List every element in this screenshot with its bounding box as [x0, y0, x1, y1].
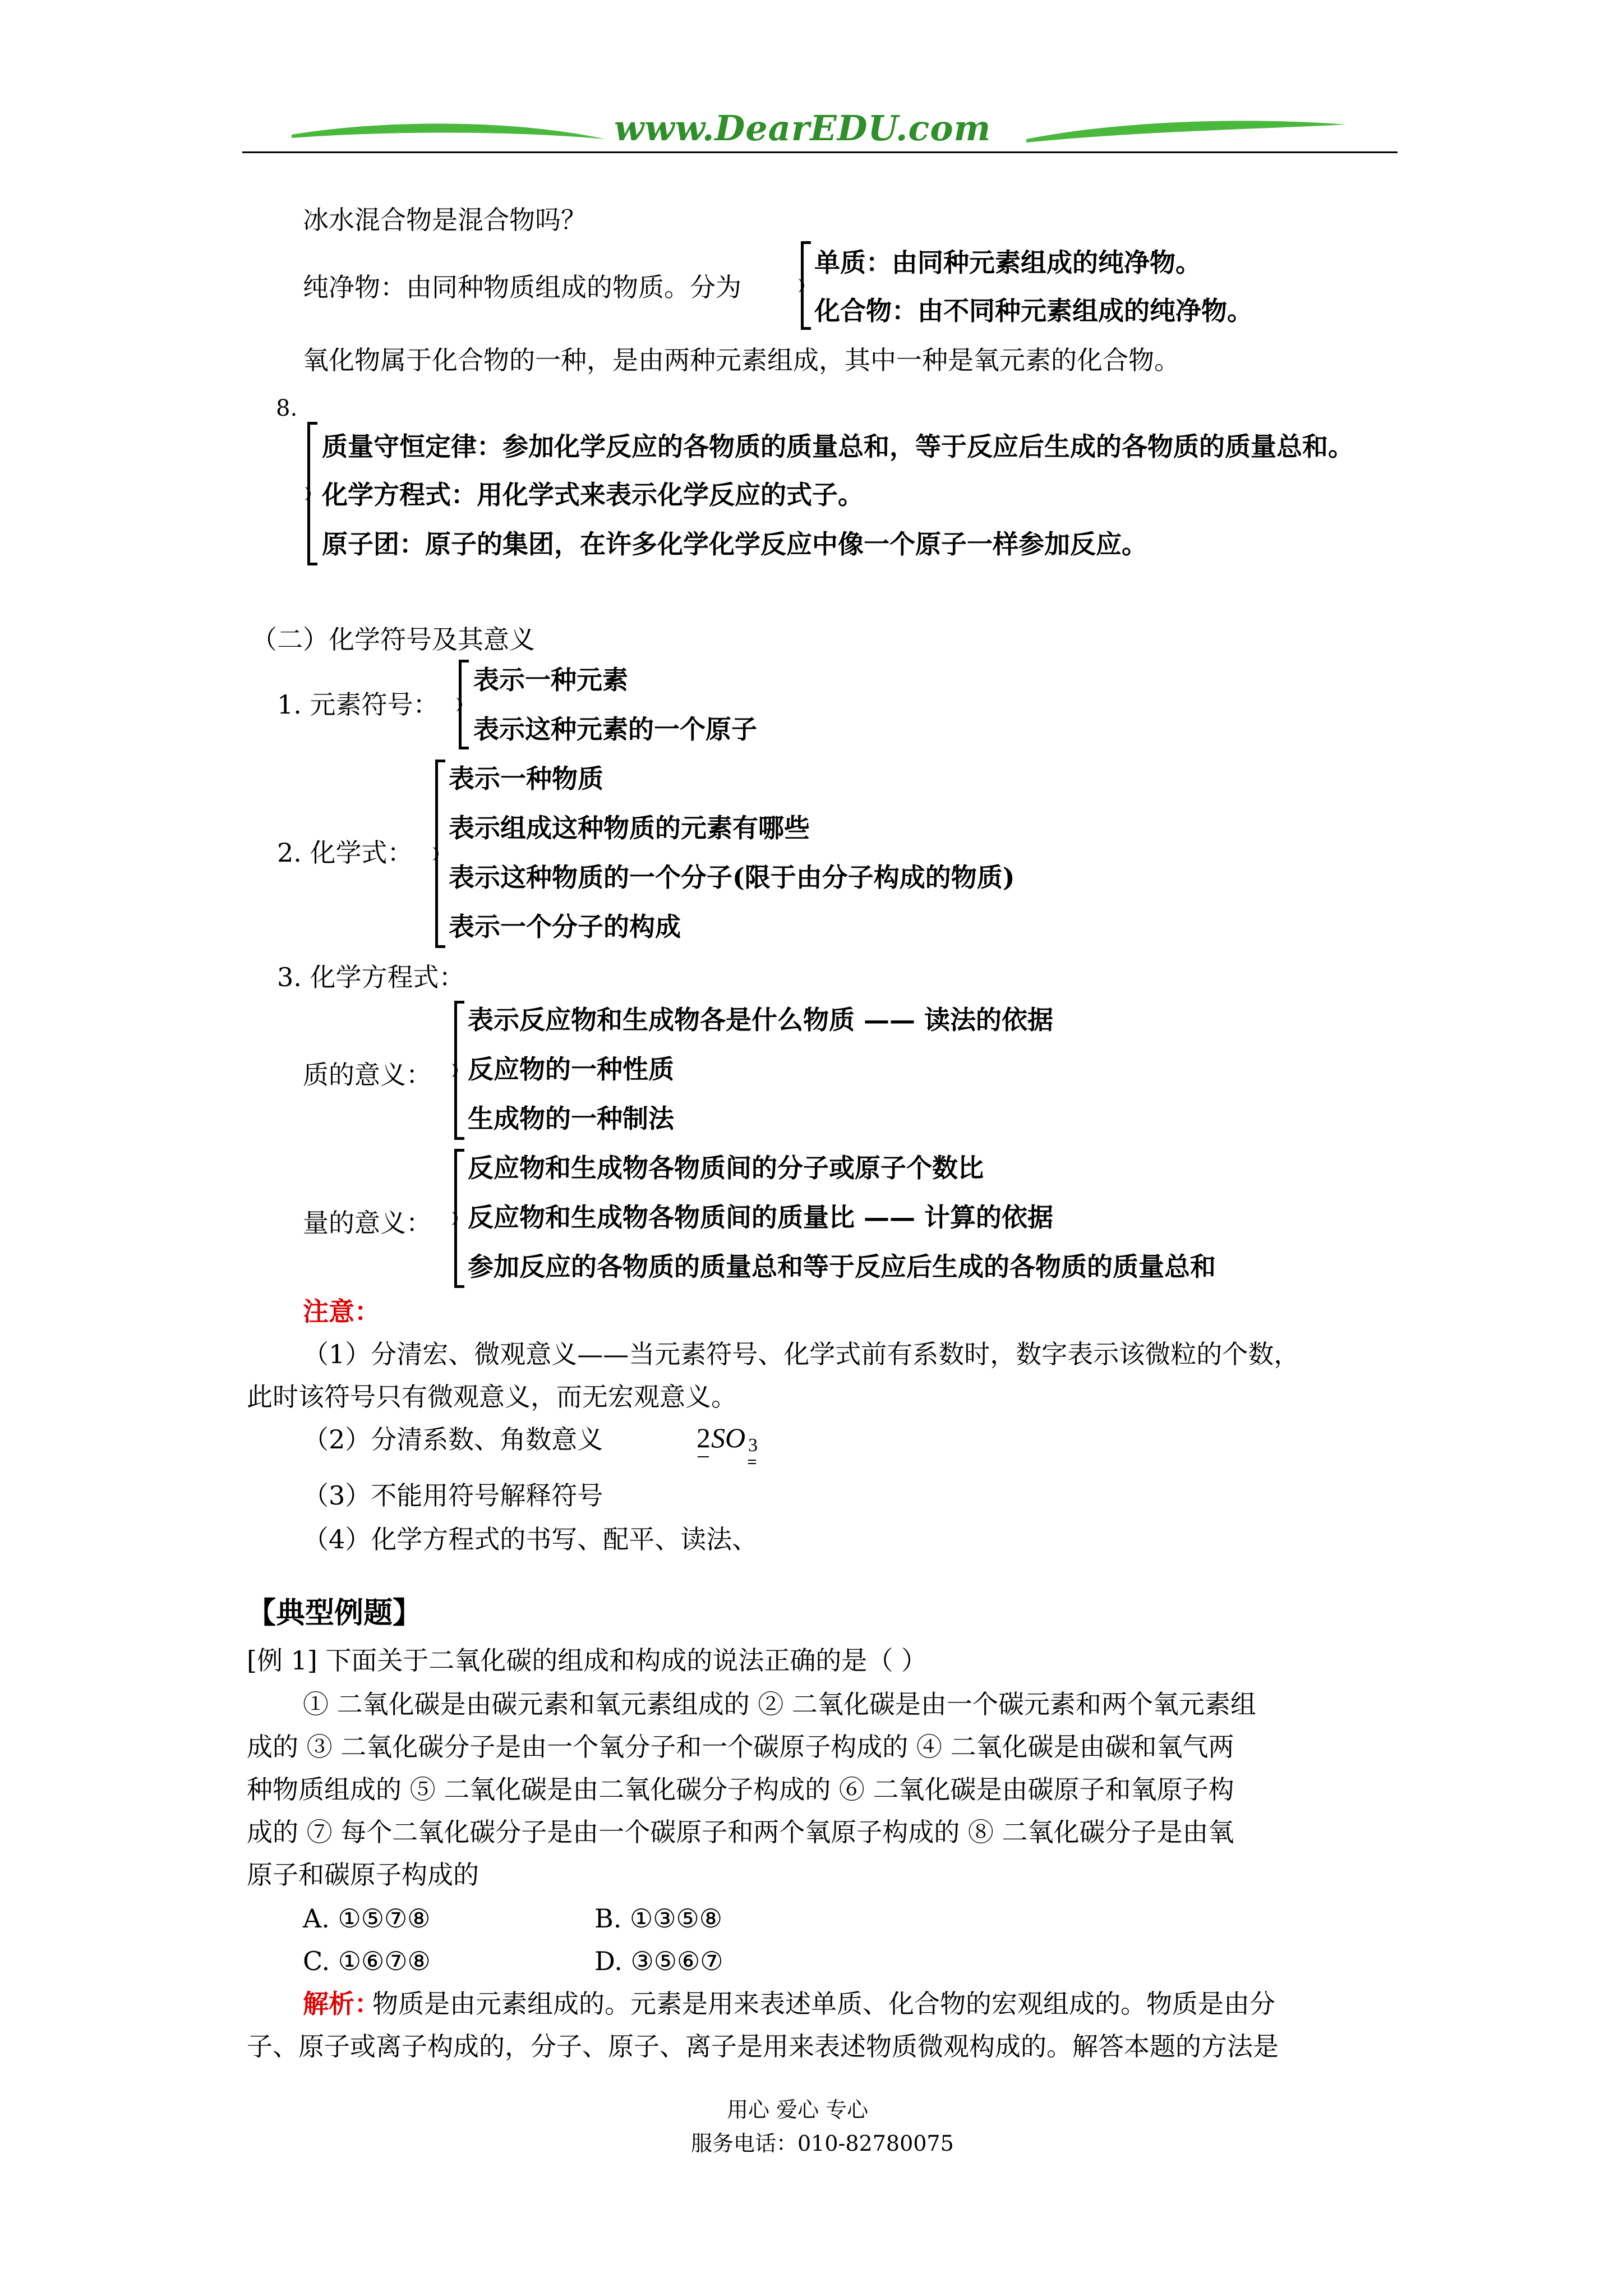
- underline-mark: [748, 1460, 756, 1461]
- quantitative-label: 量的意义：: [303, 1208, 432, 1238]
- brace: [459, 660, 472, 749]
- logo-swoosh-right-icon: [1026, 114, 1346, 148]
- symbol1-item: 表示这种元素的一个原子: [473, 714, 757, 744]
- footer-phone: 服务电话：010-82780075: [691, 2131, 954, 2156]
- logo-text: www.DearEDU.com: [614, 108, 992, 149]
- brace: [454, 1001, 467, 1140]
- symbol1-label: 1. 元素符号：: [277, 689, 439, 720]
- note4: （4）化学方程式的书写、配平、读法、: [303, 1524, 758, 1554]
- option-b: B. ①③⑤⑧: [594, 1903, 723, 1934]
- example1-line: 原子和碳原子构成的: [247, 1860, 479, 1890]
- symbol2-label: 2. 化学式：: [277, 838, 413, 868]
- symbol2-item: 表示这种物质的一个分子(限于由分子构成的物质): [449, 862, 1015, 892]
- analysis-line2: 子、原子或离子构成的，分子、原子、离子是用来表述物质微观构成的。解答本题的方法是: [247, 2031, 1279, 2062]
- formula-2so3: [697, 1418, 764, 1469]
- brace: [435, 760, 448, 948]
- list8-item: 化学方程式：用化学式来表示化学反应的式子。: [322, 480, 864, 510]
- note1-line2: 此时该符号只有微观意义，而无宏观意义。: [247, 1382, 737, 1412]
- qualitative-item: 表示反应物和生成物各是什么物质 —— 读法的依据: [468, 1005, 1054, 1035]
- brace: [801, 241, 814, 330]
- header-logo: [292, 107, 1346, 157]
- footer-slogan: 用心 爱心 专心: [727, 2097, 869, 2122]
- brace: [307, 422, 320, 565]
- section-title: （二）化学符号及其意义: [251, 624, 535, 655]
- pure-item-element: 单质：由同种元素组成的纯净物。: [814, 247, 1201, 278]
- example1-line: 成的 ③ 二氧化碳分子是由一个氧分子和一个碳原子构成的 ④ 二氧化碳是由碳和氧气两: [247, 1732, 1234, 1762]
- list8-item: 质量守恒定律：参加化学反应的各物质的质量总和，等于反应后生成的各物质的质量总和。: [322, 431, 1354, 462]
- brace: [454, 1149, 467, 1288]
- symbol2-item: 表示一个分子的构成: [449, 912, 681, 942]
- header-rule: [242, 151, 1398, 153]
- option-a: A. ①⑤⑦⑧: [303, 1903, 431, 1934]
- symbol2-item: 表示组成这种物质的元素有哪些: [449, 813, 810, 843]
- quantitative-item: 反应物和生成物各物质间的质量比 —— 计算的依据: [468, 1202, 1054, 1232]
- symbol1-item: 表示一种元素: [473, 665, 628, 695]
- list8-item: 原子团：原子的集团，在许多化学化学反应中像一个原子一样参加反应。: [322, 529, 1147, 559]
- examples-heading: 【典型例题】: [247, 1596, 422, 1630]
- quantitative-item: 参加反应的各物质的质量总和等于反应后生成的各物质的质量总和: [468, 1251, 1216, 1282]
- analysis-label: 解析：: [303, 1989, 380, 2019]
- qualitative-item: 反应物的一种性质: [468, 1054, 674, 1084]
- qualitative-label: 质的意义：: [303, 1060, 432, 1090]
- underline-mark: [748, 1463, 756, 1464]
- pure-item-compound: 化合物：由不同种元素组成的纯净物。: [814, 296, 1253, 326]
- symbol3-label: 3. 化学方程式：: [277, 962, 465, 992]
- question-icewater: 冰水混合物是混合物吗？: [303, 205, 587, 235]
- formula-subscript: 3: [748, 1435, 758, 1456]
- underline-mark: [698, 1456, 709, 1457]
- note-label: 注意：: [303, 1296, 380, 1327]
- example1-line: 种物质组成的 ⑤ 二氧化碳是由二氧化碳分子构成的 ⑥ 二氧化碳是由碳原子和氧原子构: [247, 1774, 1234, 1805]
- option-d: D. ③⑤⑥⑦: [594, 1946, 723, 1976]
- option-c: C. ①⑥⑦⑧: [303, 1946, 431, 1976]
- example1-line: 成的 ⑦ 每个二氧化碳分子是由一个碳原子和两个氧原子构成的 ⑧ 二氧化碳分子是由氧: [247, 1817, 1234, 1847]
- example1-question: [例 1] 下面关于二氧化碳的组成和构成的说法正确的是（ ）: [247, 1645, 928, 1676]
- analysis-line1: 物质是由元素组成的。元素是用来表述单质、化合物的宏观组成的。物质是由分: [372, 1989, 1275, 2019]
- qualitative-item: 生成物的一种制法: [468, 1103, 674, 1134]
- quantitative-item: 反应物和生成物各物质间的分子或原子个数比: [468, 1153, 984, 1183]
- formula-coefficient: 2: [697, 1422, 711, 1453]
- note3: （3）不能用符号解释符号: [303, 1480, 603, 1511]
- logo-swoosh-left-icon: [292, 118, 606, 151]
- pure-substance-label: 纯净物：由同种物质组成的物质。分为: [303, 272, 741, 302]
- symbol2-item: 表示一种物质: [449, 763, 603, 794]
- note1-line1: （1）分清宏、微观意义——当元素符号、化学式前有系数时，数字表示该微粒的个数，: [303, 1339, 1300, 1369]
- example1-line: ① 二氧化碳是由碳元素和氧元素组成的 ② 二氧化碳是由一个碳元素和两个氧元素组: [303, 1689, 1256, 1719]
- item-number-8: 8.: [276, 395, 298, 421]
- oxide-definition: 氧化物属于化合物的一种，是由两种元素组成，其中一种是氧元素的化合物。: [303, 345, 1180, 375]
- formula-symbol: SO: [711, 1422, 746, 1453]
- note2: （2）分清系数、角数意义: [303, 1424, 603, 1455]
